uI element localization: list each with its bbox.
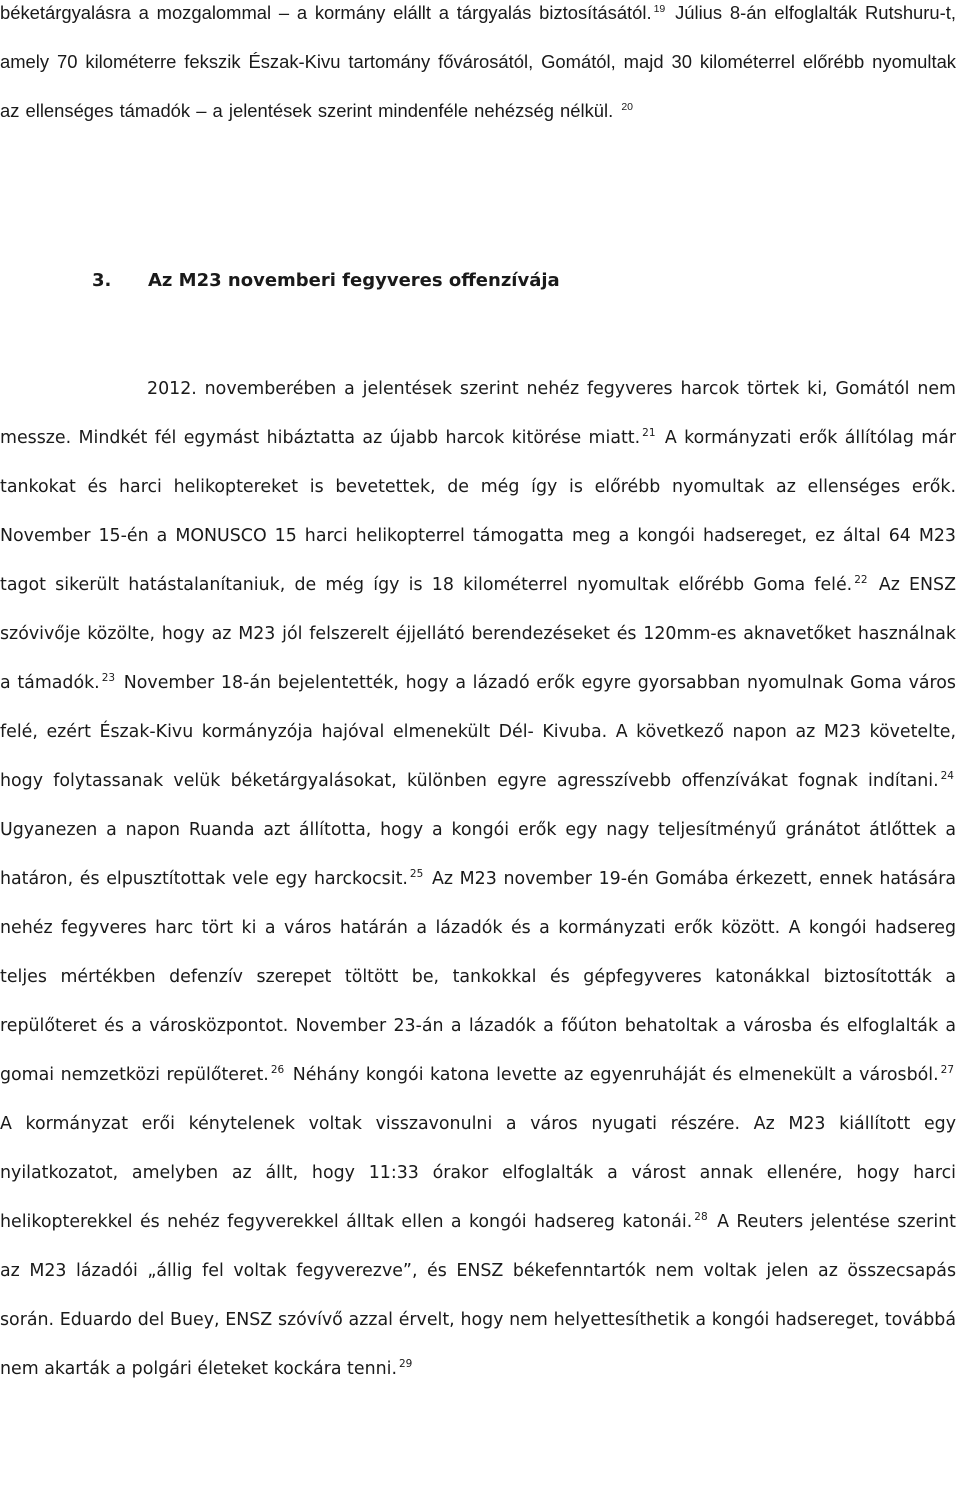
paragraph-text: Néhány kongói katona levette az egyenruháját és elmenekült a városból. bbox=[292, 1065, 939, 1085]
paragraph-text: 2012. novemberében a jelentések szerint nehéz fegyveres harcok törtek ki, Gomától nem messze. Mindkét fél egymást hibáztatta az újabb harcok kitörése miatt. bbox=[0, 379, 956, 448]
paragraph-text: A kormányzati erők állítólag már tankokat és harci helikoptereket is bevetettek, de még így is előrébb nyomultak az ellenséges erők. November 15-én a MONUSCO 15 harci helikopterrel támogatta meg a kongói hadsereget, ez által 64 M23 tagot sikerült hatástalanítaniuk, de még így is 18 kilométerrel nyomultak előrébb Goma felé. bbox=[0, 428, 956, 595]
paragraph-text: Július 8-án elfoglalták Rutshuru-t, amely 70 kilométerre fekszik Észak-Kivu tartomány fővárosától, Gomától, majd 30 kilométerrel előrébb nyomultak az ellenséges támadók – a jelentések szerint mindenféle nehézség nélkül. bbox=[0, 2, 956, 121]
footnote-ref[interactable]: 21 bbox=[642, 427, 656, 439]
footnote-ref[interactable]: 29 bbox=[398, 1358, 413, 1370]
paragraph-text: Az M23 november 19-én Gomába érkezett, ennek hatására nehéz fegyveres harc tört ki a város határán a lázadók és a kormányzati erők között. A kongói hadsereg teljes mértékben defenzív szerepet töltött be, tankokkal és gépfegyveres katonákkal biztosították a repülőteret és a városközpontot. November 23-án a lázadók a főúton behatoltak a városba és elfoglalták a gomai nemzetközi repülőteret. bbox=[0, 869, 956, 1085]
paragraph-text: béketárgyalásra a mozgalommal – a kormány elállt a tárgyalás biztosításától. bbox=[0, 2, 652, 23]
footnote-ref[interactable]: 23 bbox=[101, 672, 116, 684]
footnote-ref[interactable]: 24 bbox=[940, 770, 954, 782]
paragraph-text: Ugyanezen a napon Ruanda azt állította, hogy a kongói erők egy nagy teljesítményű gránátot átlőttek a határon, és elpusztítottak vele egy harckocsit. bbox=[0, 820, 956, 889]
paragraph-text: A Reuters jelentése szerint az M23 lázadói „állig fel voltak fegyverezve”, és ENSZ békefenntartók nem voltak jelen az összecsapás során. Eduardo del Buey, ENSZ szóvívő azzal érvelt, hogy nem helyettesíthetik a kongói hadsereget, továbbá nem akarták a polgári életeket kockára tenni. bbox=[0, 1212, 957, 1379]
paragraph-text: A kormányzat erői kénytelenek voltak visszavonulni a város nyugati részére. Az M23 kiállított egy nyilatkozatot, amelyben az állt, hogy 11:33 órakor elfoglalták a várost annak ellenére, hogy harci helikopterekkel és nehéz fegyverekkel álltak ellen a kongói hadsereg katonái. bbox=[0, 1114, 956, 1232]
paragraph-text: Az ENSZ szóvivője közölte, hogy az M23 jól felszerelt éjjellátó berendezéseket és 120mm-es aknavetőket használnak a támadók. bbox=[0, 575, 956, 693]
footnote-ref[interactable]: 25 bbox=[409, 868, 424, 880]
footnote-ref[interactable]: 28 bbox=[694, 1211, 708, 1223]
footnote-ref[interactable]: 19 bbox=[653, 3, 666, 15]
paragraph-continued bbox=[0, 0, 956, 135]
section-title: Az M23 novemberi fegyveres offenzívája bbox=[148, 270, 560, 291]
footnote-ref[interactable]: 22 bbox=[854, 574, 868, 586]
footnote-ref[interactable]: 20 bbox=[621, 101, 634, 113]
paragraph-text: November 18-án bejelentették, hogy a lázadó erők egyre gyorsabban nyomulnak Goma város felé, ezért Észak-Kivu kormányzója hajóval elmenekült Dél- Kivuba. A következő napon az M23 követelte, hogy folytassanak velük béketárgyalásokat, különben egyre agresszívebb offenzívákat fognak indítani. bbox=[0, 673, 956, 791]
paragraph-body bbox=[0, 365, 956, 1394]
footnote-ref[interactable]: 26 bbox=[270, 1064, 285, 1076]
section-number: 3. bbox=[92, 270, 112, 291]
section-heading bbox=[92, 266, 560, 296]
footnote-ref[interactable]: 27 bbox=[940, 1064, 955, 1076]
